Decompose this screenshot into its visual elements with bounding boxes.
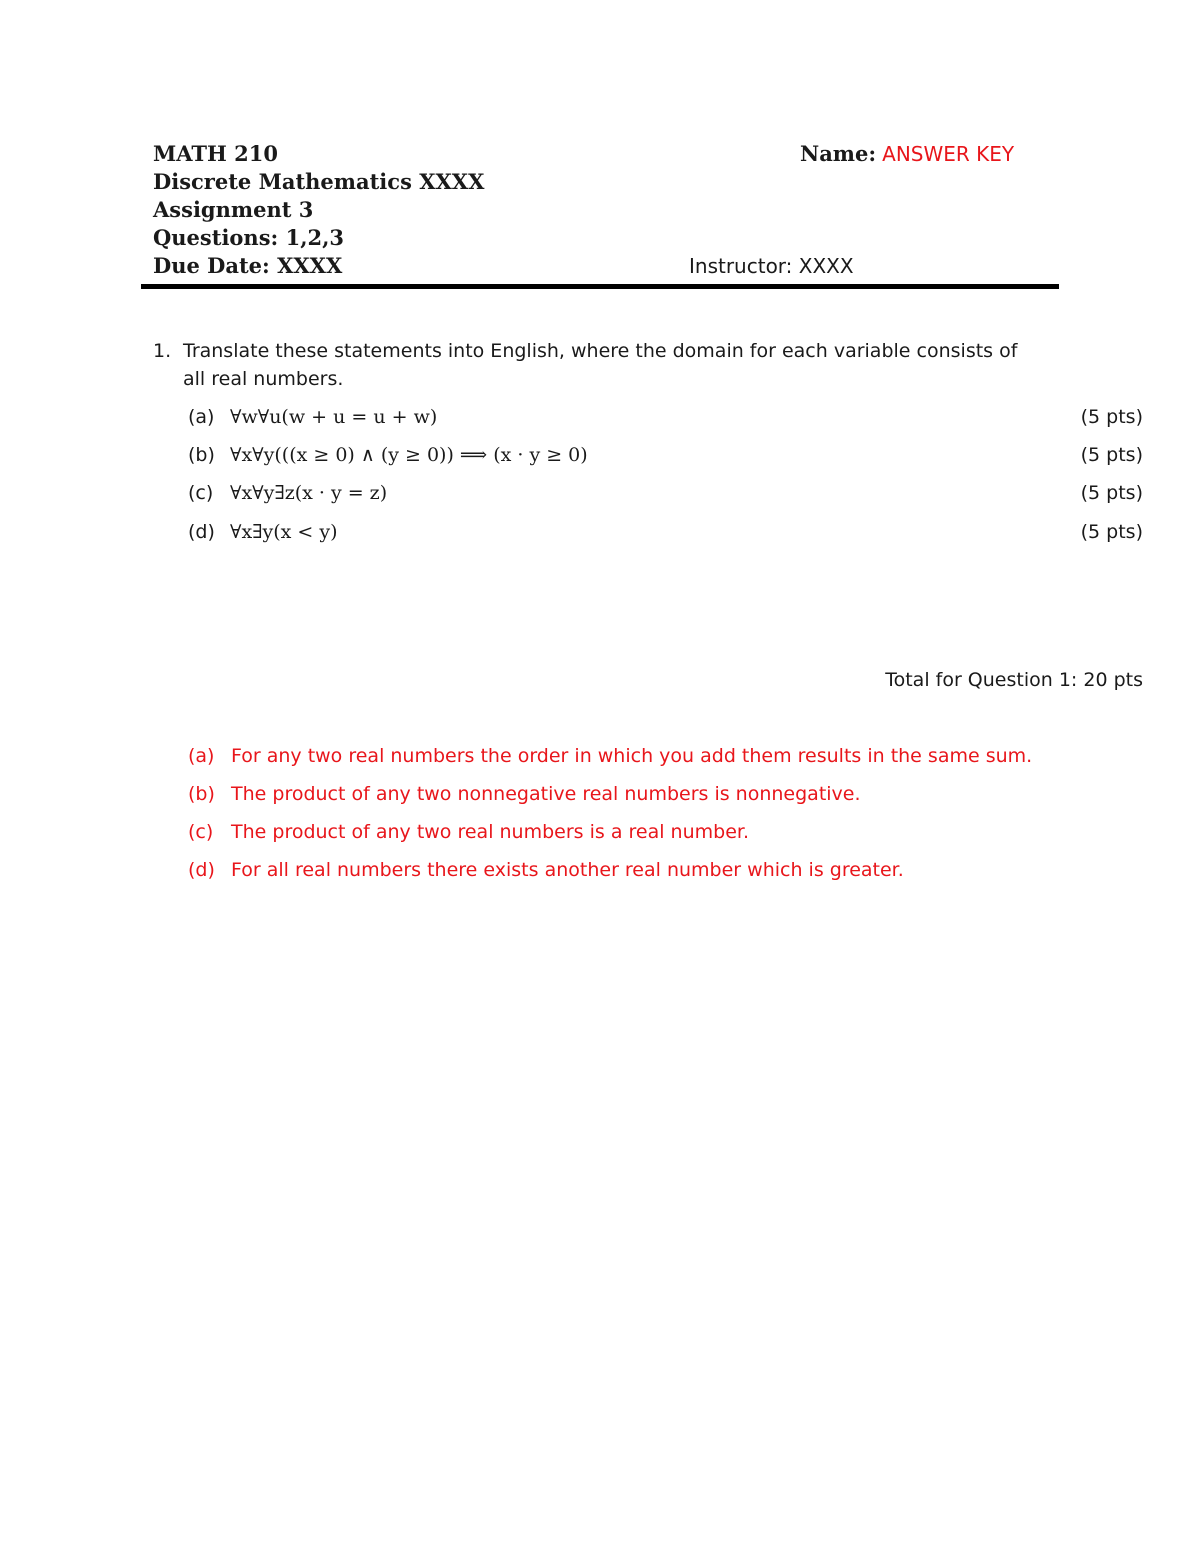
- answer-text-a: For any two real numbers the order in which you add them results in the same sum.: [231, 745, 1033, 767]
- answer-text-b: The product of any two nonnegative real numbers is nonnegative.: [231, 783, 861, 805]
- points-a: (5 pts): [1080, 406, 1143, 428]
- formula-c: ∀x∀y∃z(x · y = z): [230, 482, 388, 504]
- answer-text-c: The product of any two real numbers is a real number.: [231, 821, 750, 843]
- answer-label-c: (c): [188, 821, 214, 843]
- points-b: (5 pts): [1080, 444, 1143, 466]
- course-title: Discrete Mathematics XXXX: [153, 169, 485, 194]
- name-label: Name:: [800, 141, 877, 166]
- questions-list: Questions: 1,2,3: [153, 225, 345, 250]
- part-label-b: (b): [188, 444, 215, 466]
- header-divider: [141, 284, 1059, 289]
- name-field: [800, 140, 1014, 168]
- due-date: Due Date: XXXX: [153, 253, 343, 278]
- formula-d: ∀x∃y(x < y): [230, 521, 338, 543]
- answer-text-d: For all real numbers there exists another real number which is greater.: [231, 859, 904, 881]
- points-c: (5 pts): [1080, 482, 1143, 504]
- part-label-a: (a): [188, 406, 215, 428]
- formula-a: ∀w∀u(w + u = u + w): [230, 406, 438, 428]
- course-code: MATH 210: [153, 141, 279, 166]
- part-label-c: (c): [188, 482, 214, 504]
- question-text-line2: all real numbers.: [183, 368, 344, 390]
- answer-label-a: (a): [188, 745, 215, 767]
- answer-label-b: (b): [188, 783, 215, 805]
- points-d: (5 pts): [1080, 521, 1143, 543]
- question-total: Total for Question 1: 20 pts: [885, 669, 1143, 691]
- question-number: 1.: [153, 340, 172, 362]
- formula-b: ∀x∀y(((x ≥ 0) ∧ (y ≥ 0)) ⟹ (x · y ≥ 0): [230, 444, 588, 466]
- name-value: ANSWER KEY: [882, 142, 1015, 166]
- part-label-d: (d): [188, 521, 215, 543]
- question-text-line1: Translate these statements into English, where the domain for each variable consists of: [183, 340, 1018, 362]
- assignment-number: Assignment 3: [153, 197, 314, 222]
- answer-label-d: (d): [188, 859, 215, 881]
- instructor: Instructor: XXXX: [689, 254, 854, 278]
